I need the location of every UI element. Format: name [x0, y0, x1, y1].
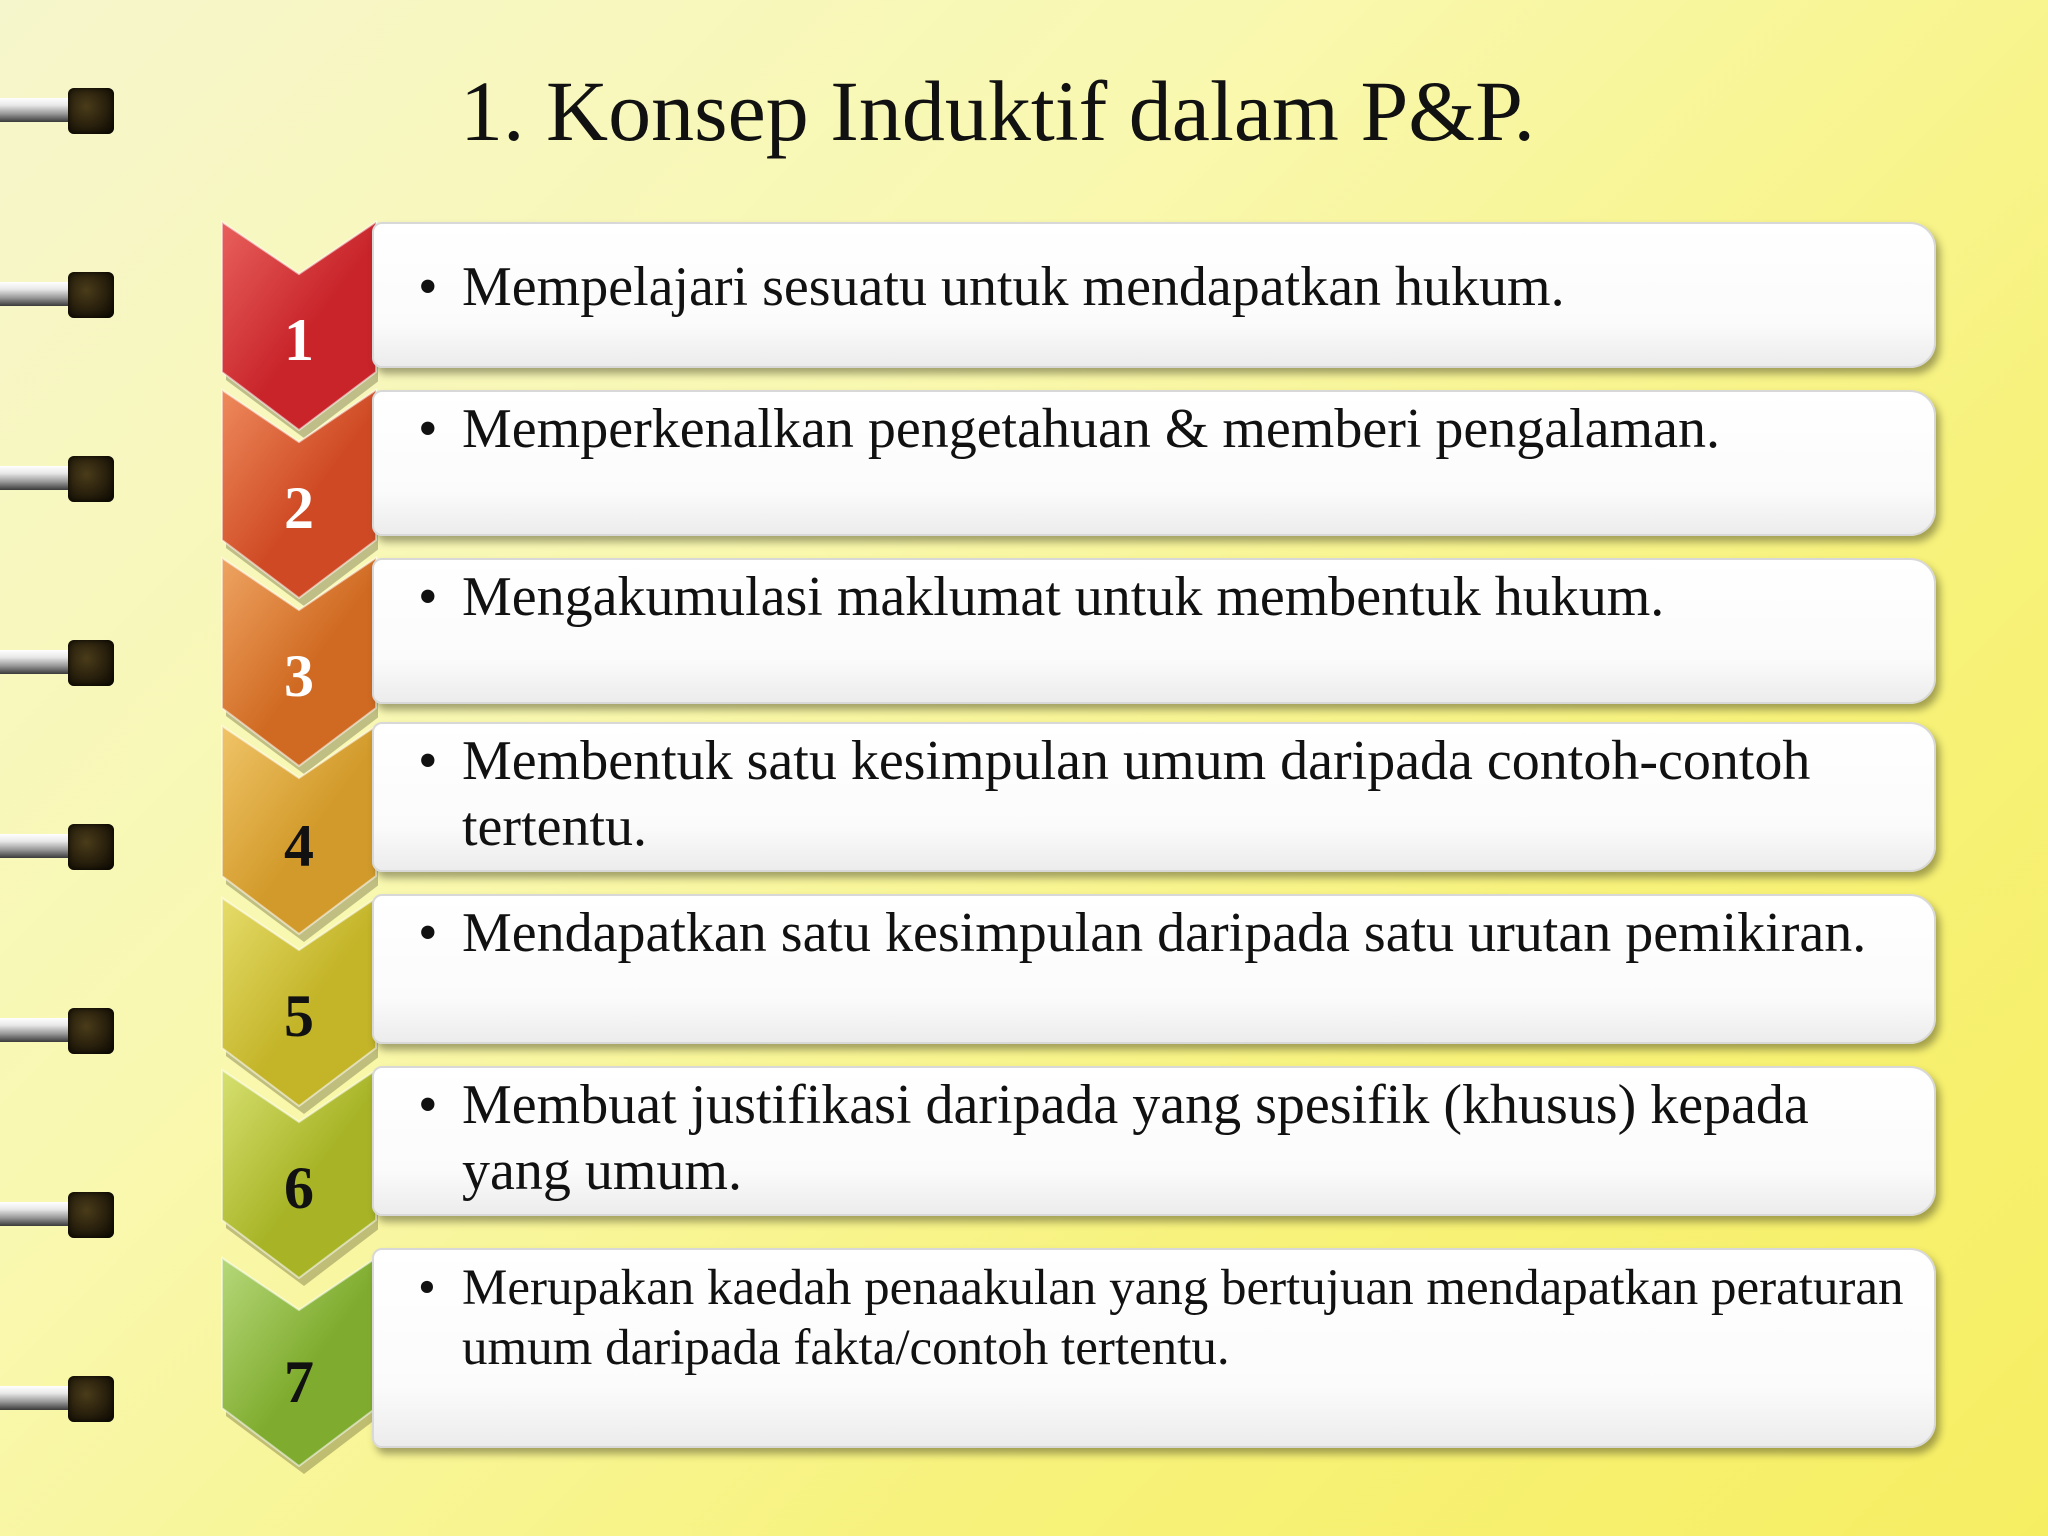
step-number: 4 — [284, 813, 314, 879]
step-text-line — [418, 1072, 1926, 1204]
step-text: Memperkenalkan pengetahuan & memberi pengalaman. — [462, 398, 1720, 460]
step-box — [372, 1066, 1936, 1216]
step-box — [372, 894, 1936, 1044]
bullet-icon: • — [418, 256, 438, 318]
step-number: 1 — [284, 307, 314, 373]
step-text: Merupakan kaedah penaakulan yang bertujuan mendapatkan peraturan umum daripada fakta/contoh tertentu. — [462, 1260, 1904, 1376]
step-text: Membentuk satu kesimpulan umum daripada contoh-contoh tertentu. — [462, 730, 1811, 858]
bullet-icon: • — [418, 902, 438, 964]
step-text-line — [418, 254, 1926, 320]
step-number: 2 — [284, 475, 314, 541]
bullet-icon: • — [418, 1074, 438, 1136]
bullet-icon: • — [418, 398, 438, 460]
step-box — [372, 222, 1936, 368]
bullet-icon: • — [418, 730, 438, 792]
step-text-line — [418, 396, 1926, 462]
step-text-line — [418, 1258, 1926, 1378]
step-text: Mengakumulasi maklumat untuk membentuk hukum. — [462, 566, 1665, 628]
step-number: 5 — [284, 983, 314, 1049]
step-number: 6 — [284, 1155, 314, 1221]
step-text: Membuat justifikasi daripada yang spesifik (khusus) kepada yang umum. — [462, 1074, 1809, 1202]
step-box — [372, 390, 1936, 536]
bullet-icon: • — [418, 1260, 436, 1316]
step-box — [372, 558, 1936, 704]
step-box — [372, 1248, 1936, 1448]
step-number: 3 — [284, 643, 314, 709]
step-text-line — [418, 900, 1926, 966]
step-box — [372, 722, 1936, 872]
step-text-line — [418, 728, 1926, 860]
step-text-line — [418, 564, 1926, 630]
step-text: Mempelajari sesuatu untuk mendapatkan hukum. — [462, 256, 1565, 318]
step-text: Mendapatkan satu kesimpulan daripada satu urutan pemikiran. — [462, 902, 1867, 964]
step-number: 7 — [284, 1349, 314, 1415]
bullet-icon: • — [418, 566, 438, 628]
slide-title: 1. Konsep Induktif dalam P&P. — [460, 63, 1535, 159]
